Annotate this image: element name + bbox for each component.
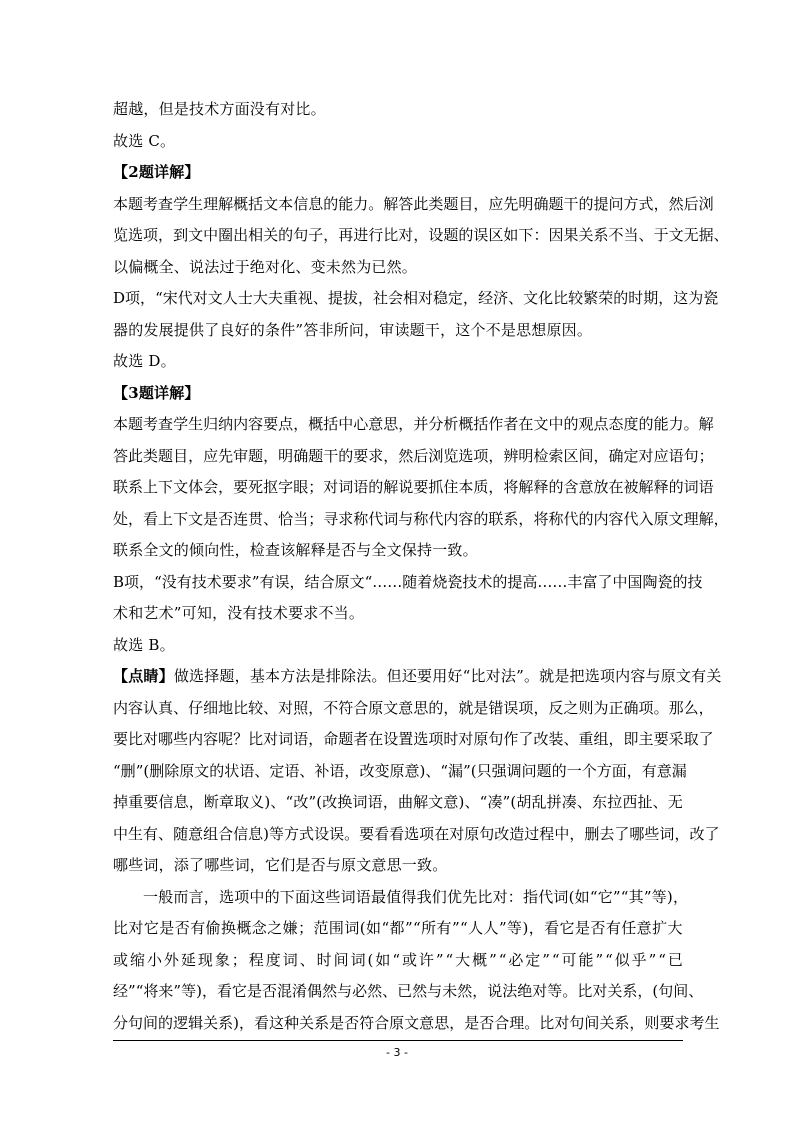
section-heading: 【3题详解】 <box>113 383 200 402</box>
text-line: 以偏概全、说法过于绝对化、变未然为已然。 <box>113 257 418 276</box>
text-line: 做选择题，基本方法是排除法。但还要用好“比对法”。就是把选项内容与原文有关 <box>173 667 722 685</box>
dianjing-line <box>113 661 722 693</box>
text-line: D 项 ， “ 宋 代 对 文 人 士 大 夫 重 视 、 提 拔 ， 社 会 相 对 稳 定 ， 经 济 、 文 化 比 较 繁 荣 的 时 期 ， 这 为 瓷 <box>113 289 719 307</box>
text-line: 经 ” “ 将 来 ” 等 ) ， 看 它 是 否 混 淆 偶 然 与 必 然 、 已 然 与 未 然 ， 说 法 绝 对 等 。 比 对 关 系 ， ( 句 间 、 <box>113 982 704 1000</box>
text-line: “ 删 ” ( 删 除 原 文 的 状 语 、 定 语 、 补 语 ， 改 变 原 意 ) 、 “ 漏 ” ( 只 强 调 问 题 的 一 个 方 面 ， 有 意 漏 <box>113 761 687 780</box>
text-line: 故选 C。 <box>113 131 176 150</box>
text-line: 处 ， 看 上 下 文 是 否 连 贯 、 恰 当 ； 寻 求 称 代 词 与 称 代 内 容 的 联 系 ， 将 称 代 的 内 容 代 入 原 文 理 解 ， <box>113 509 729 528</box>
text-line: 掉 重 要 信 息 ， 断 章 取 义 ) 、 “ 改 ” ( 改 换 词 语 ， 曲 解 文 意 ) 、 “ 凑 ” ( 胡 乱 拼 凑 、 东 拉 西 扯 、 无 <box>113 793 683 811</box>
page-number: - 3 - <box>386 1046 408 1059</box>
text-line: 器的发展提供了良好的条件”答非所问，审读题干，这个不是思想原因。 <box>113 320 593 339</box>
text-line: 比 对 它 是 否 有 偷 换 概 念 之 嫌 ； 范 围 词 ( 如 “ 都 ” “ 所 有 ” “ 人 人 ” 等 ) ， 看 它 是 否 有 任 意 扩 大 <box>113 919 683 937</box>
text-line: 哪些词，添了哪些词，它们是否与原文意思一致。 <box>113 856 448 874</box>
text-line: 内 容 认 真 、 仔 细 地 比 较 、 对 照 ， 不 符 合 原 文 意 思 的 ， 就 是 错 误 项 ， 反 之 则 为 正 确 项 。 那 么 ， <box>113 698 714 717</box>
text-line: 答 此 类 题 目 ， 应 先 审 题 ， 明 确 题 干 的 要 求 ， 然 后 浏 览 选 项 ， 辨 明 检 索 区 间 ， 确 定 对 应 语 句 ； <box>113 446 714 465</box>
text-line: B 项 ， “ 没 有 技 术 要 求 ” 有 误 ， 结 合 原 文 “ … … 随 着 烧 瓷 技 术 的 提 高 … … 丰 富 了 中 国 陶 瓷 的 技 <box>113 572 703 591</box>
text-line: 要 比 对 哪 些 内 容 呢 ？ 比 对 词 语 ， 命 题 者 在 设 置 选 项 时 对 原 句 作 了 改 装 、 重 组 ， 即 主 要 采 取 了 <box>113 730 714 748</box>
text-line: 中 生 有 、 随 意 组 合 信 息 ) 等 方 式 设 误 。 要 看 看 选 项 在 对 原 句 改 造 过 程 中 ， 删 去 了 哪 些 词 ， 改 了 <box>113 824 720 843</box>
dianjing-label: 【点睛】 <box>113 667 174 685</box>
footer-divider <box>113 1040 683 1041</box>
section-heading: 【2题详解】 <box>113 163 200 181</box>
text-line: 览 选 项 ， 到 文 中 圈 出 相 关 的 句 子 ， 再 进 行 比 对 ， 设 题 的 误 区 如 下 ： 因 果 关 系 不 当 、 于 文 无 据 、 <box>113 226 729 244</box>
text-line: 分 句 间 的 逻 辑 关 系 ) ， 看 这 种 关 系 是 否 符 合 原 文 意 思 ， 是 否 合 理 。 比 对 句 间 关 系 ， 则 要 求 考 生 <box>113 1013 720 1032</box>
text-line: 术和艺术”可知，没有技术要求不当。 <box>113 604 365 622</box>
text-line: 故选 D。 <box>113 352 176 370</box>
text-line: 一般而言，选项中的下面这些词语最值得我们优先比对：指代词(如“它”“其”等)， <box>143 887 689 906</box>
text-line: 本 题 考 查 学 生 归 纳 内 容 要 点 ， 概 括 中 心 意 思 ， 并 分 析 概 括 作 者 在 文 中 的 观 点 态 度 的 能 力 。 解 <box>113 415 714 433</box>
text-line: 本 题 考 查 学 生 理 解 概 括 文 本 信 息 的 能 力 。 解 答 此 类 题 目 ， 应 先 明 确 题 干 的 提 问 方 式 ， 然 后 浏 <box>113 194 714 213</box>
text-line: 联 系 上 下 文 体 会 ， 要 死 抠 字 眼 ； 对 词 语 的 解 说 要 抓 住 本 质 ， 将 解 释 的 含 意 放 在 被 解 释 的 词 语 <box>113 478 714 496</box>
text-line: 联系全文的倾向性，检查该解释是否与全文保持一致。 <box>113 541 478 559</box>
text-line: 或 缩 小 外 延 现 象 ； 程 度 词 、 时 间 词 ( 如 “ 或 许 ” “ 大 概 ” “ 必 定 ” “ 可 能 ” “ 似 乎 ” “ 已 <box>113 950 683 969</box>
page-body <box>113 94 729 1039</box>
text-line: 超越，但是技术方面没有对比。 <box>113 100 326 118</box>
text-line: 故选 B。 <box>113 635 175 654</box>
